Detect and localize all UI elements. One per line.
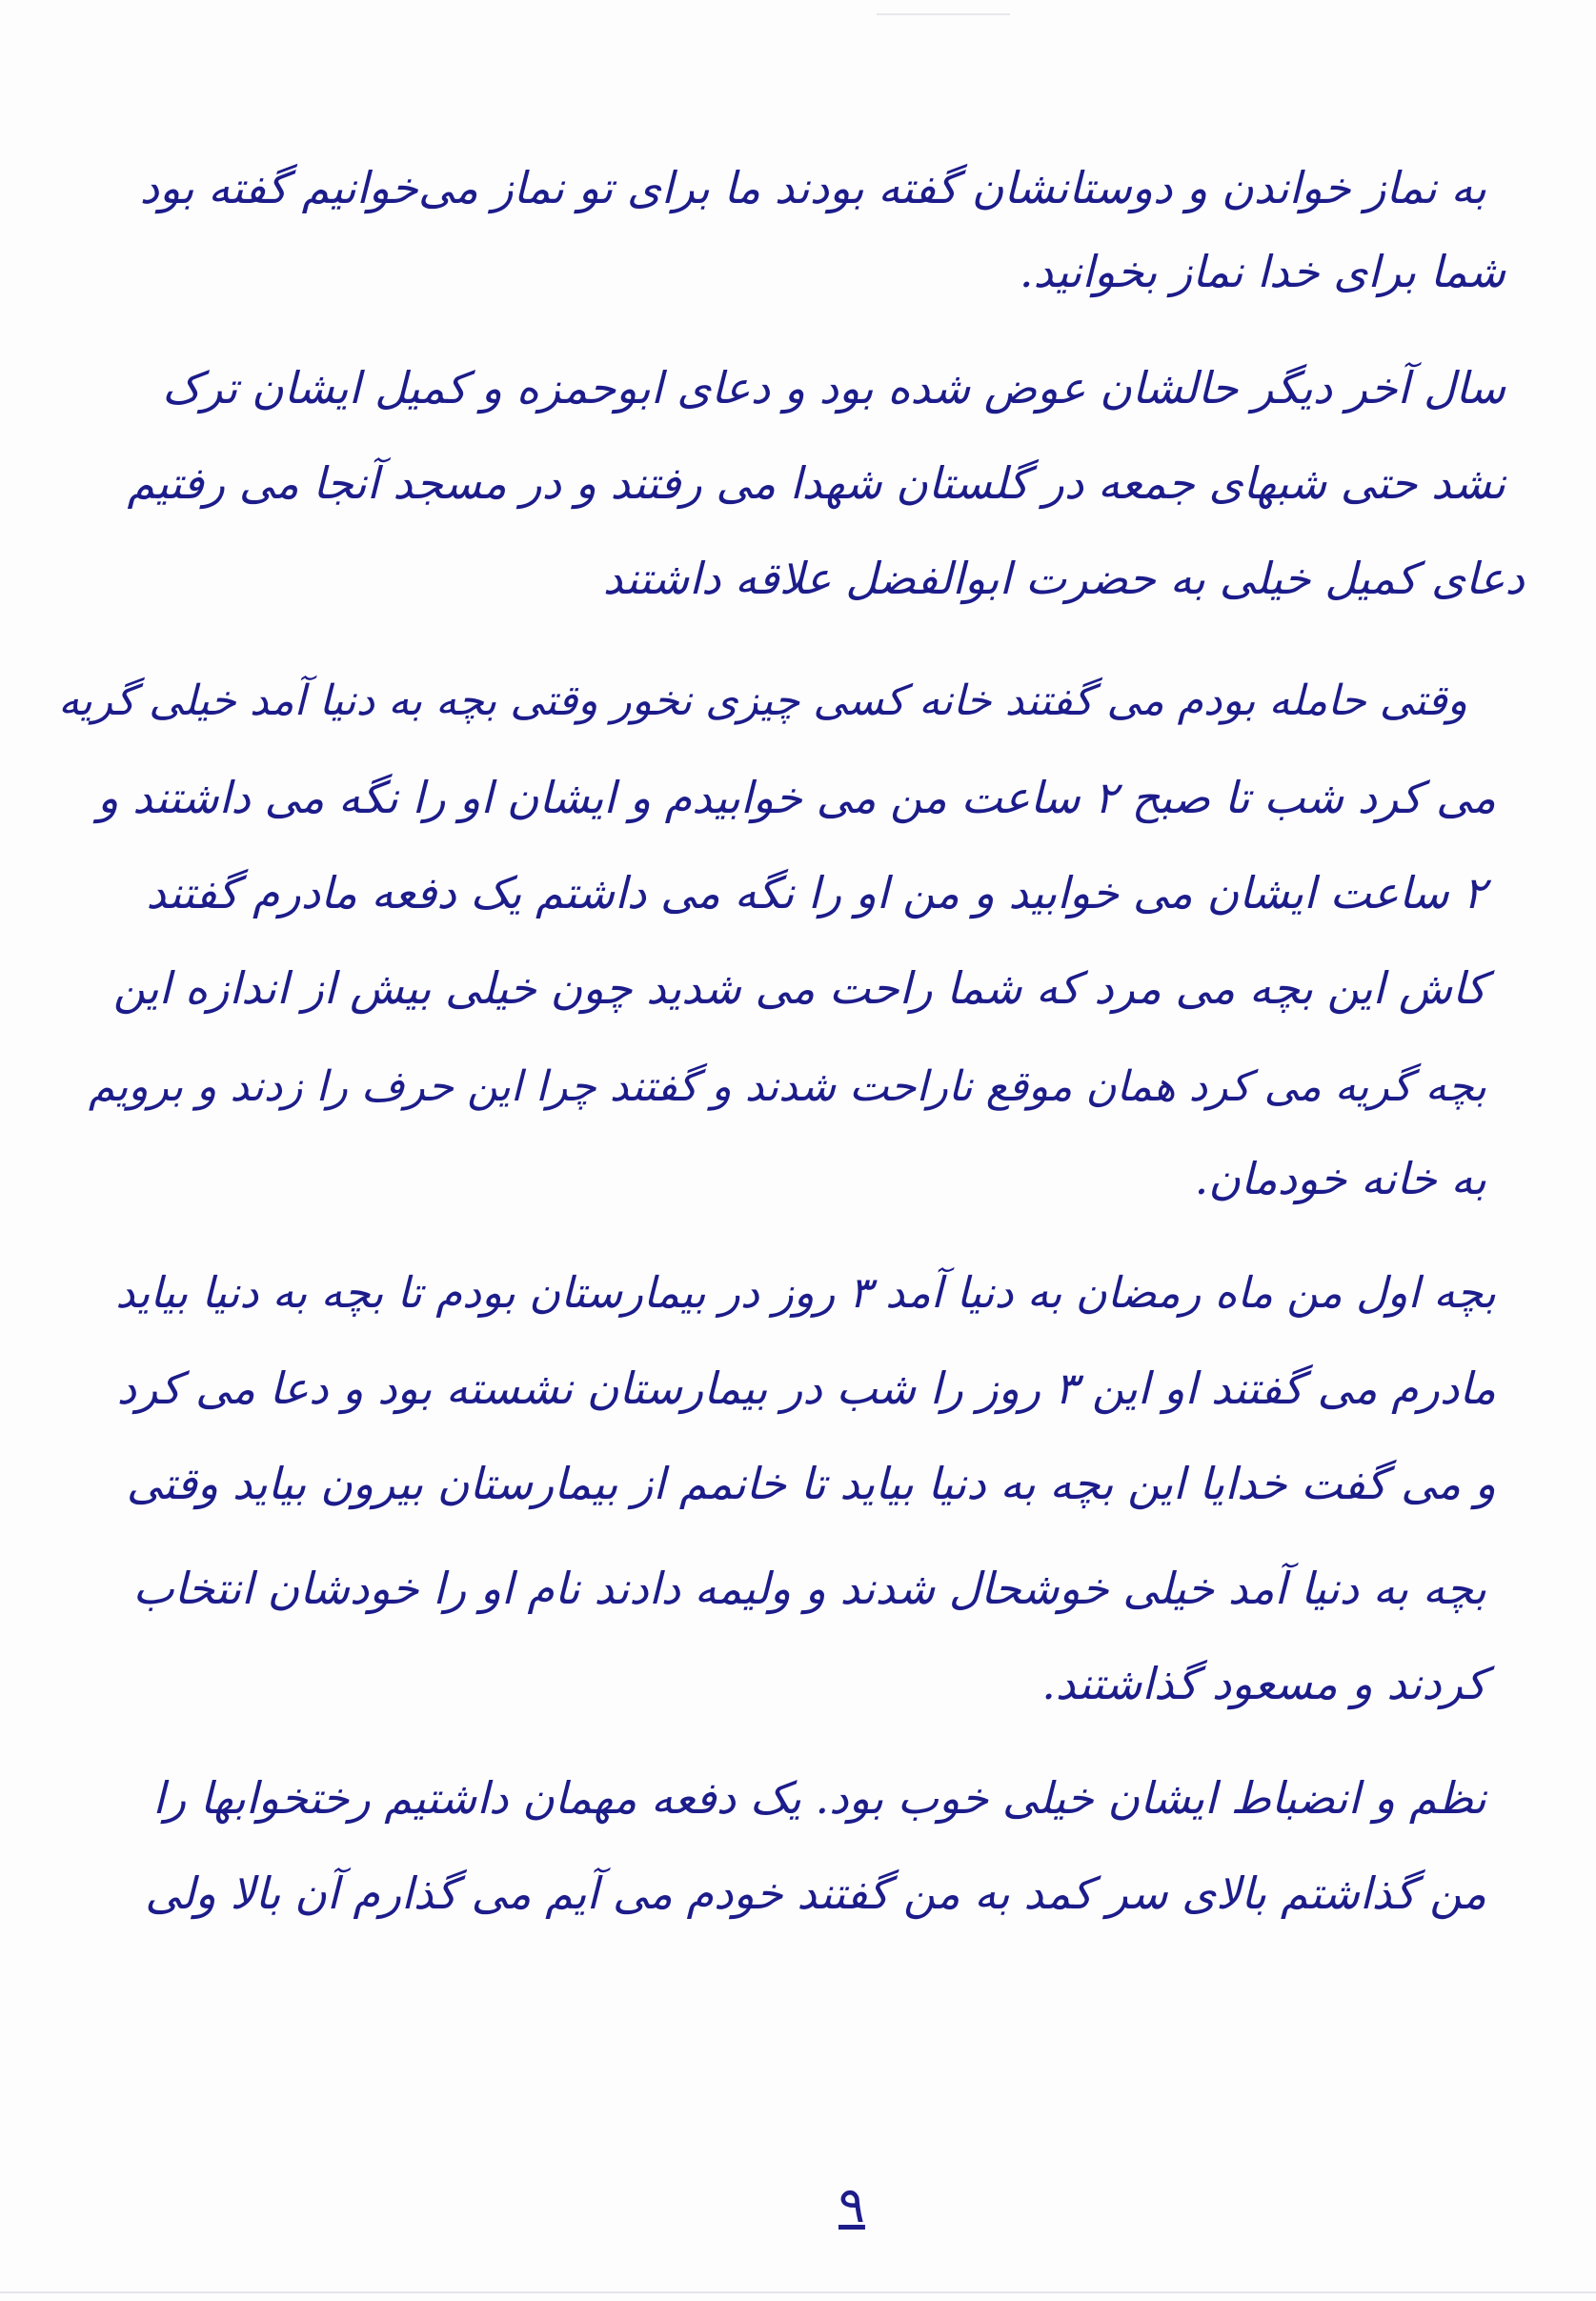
scan-mark: [877, 0, 1010, 15]
text-line: وقتی حامله بودم می گفتند خانه کسی چیزی نخور وقتی بچه به دنیا آمد خیلی گریه: [58, 676, 1467, 725]
text-line: بچه گریه می کرد همان موقع ناراحت شدند و گفتند چرا این حرف را زدند و برویم: [88, 1062, 1486, 1111]
text-line: به خانه خودمان.: [1194, 1153, 1486, 1204]
scan-edge: [0, 2291, 1596, 2293]
text-line: و می گفت خدایا این بچه به دنیا بیاید تا خانمم از بیمارستان بیرون بیاید وقتی: [126, 1458, 1496, 1509]
text-line: می کرد شب تا صبح ۲ ساعت من می خوابیدم و ایشان او را نگه می داشتند و: [97, 772, 1496, 823]
text-line: به نماز خواندن و دوستانشان گفته بودند ما برای تو نماز می‌خوانیم گفته بود: [139, 162, 1486, 213]
text-line: من گذاشتم بالای سر کمد به من گفتند خودم می آیم می گذارم آن بالا ولی: [145, 1867, 1486, 1919]
text-line: سال آخر دیگر حالشان عوض شده بود و دعای ابوحمزه و کمیل ایشان ترک: [162, 362, 1505, 414]
text-line: کاش این بچه می مرد که شما راحت می شدید چون خیلی بیش از اندازه این: [112, 962, 1486, 1014]
text-line: کردند و مسعود گذاشتند.: [1041, 1658, 1486, 1709]
text-line: بچه به دنیا آمد خیلی خوشحال شدند و ولیمه دادند نام او را خودشان انتخاب: [132, 1563, 1486, 1614]
text-line: مادرم می گفتند او این ۳ روز را شب در بیمارستان نشسته بود و دعا می کرد: [116, 1362, 1496, 1414]
text-line: ۲ ساعت ایشان می خوابید و من او را نگه می داشتم یک دفعه مادرم گفتند: [146, 867, 1486, 918]
text-line: شما برای خدا نماز بخوانید.: [1019, 246, 1505, 297]
page-number: ۹: [838, 2177, 865, 2234]
text-line: نشد حتی شبهای جمعه در گلستان شهدا می رفتند و در مسجد آنجا می رفتیم: [127, 457, 1505, 509]
text-line: دعای کمیل خیلی به حضرت ابوالفضل علاقه داشتند: [602, 553, 1525, 604]
text-line: بچه اول من ماه رمضان به دنیا آمد ۳ روز در بیمارستان بودم تا بچه به دنیا بیاید: [115, 1267, 1496, 1318]
text-line: نظم و انضباط ایشان خیلی خوب بود. یک دفعه مهمان داشتیم رختخوابها را: [152, 1772, 1486, 1824]
